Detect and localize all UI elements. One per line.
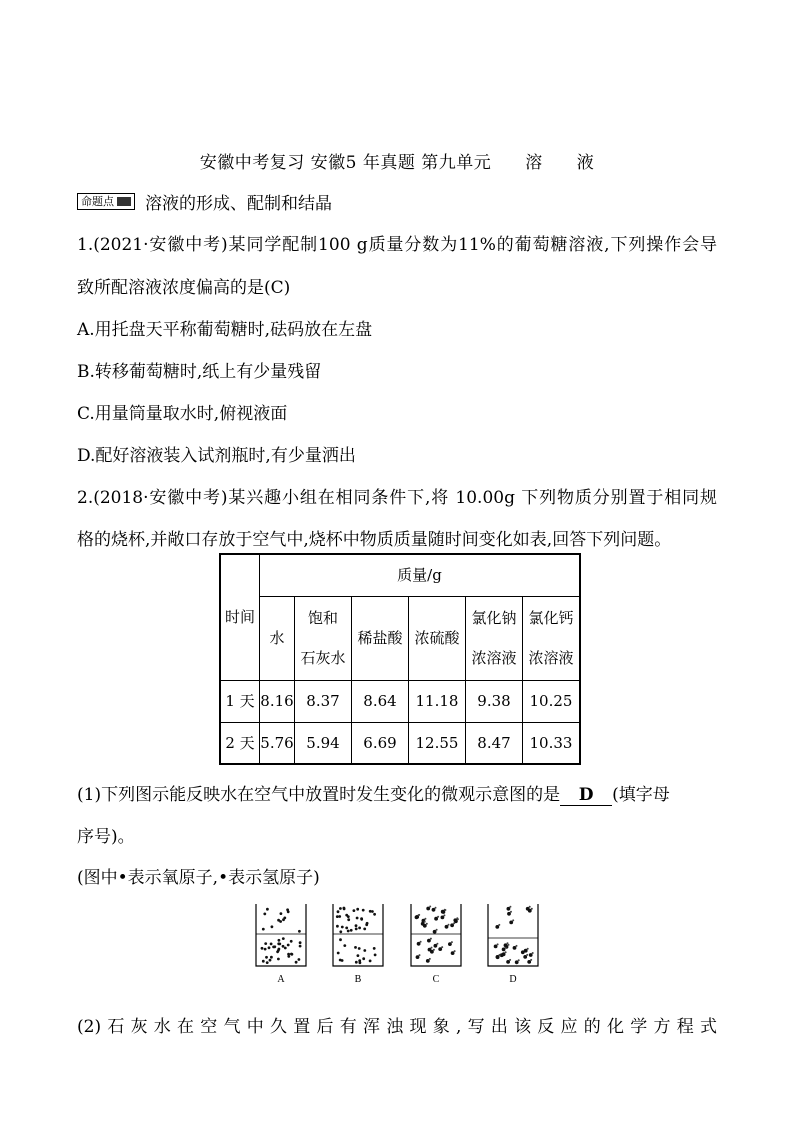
table-cell: 6.69 bbox=[352, 722, 409, 764]
molecule-dot bbox=[426, 923, 428, 925]
molecule-dot bbox=[359, 961, 362, 964]
table-cell: 8.37 bbox=[295, 680, 352, 722]
molecule-dot bbox=[498, 924, 500, 926]
topic-badge-label: 命题点 bbox=[81, 195, 114, 208]
beaker-label-c: C bbox=[432, 974, 440, 985]
molecule-dot bbox=[420, 941, 422, 943]
molecule-dot bbox=[441, 946, 443, 948]
molecule-dot bbox=[497, 943, 499, 945]
mass-table bbox=[219, 553, 581, 765]
molecule-dot bbox=[336, 915, 339, 918]
molecule-dot bbox=[282, 918, 285, 921]
molecule-dot bbox=[280, 912, 283, 915]
molecule-dot bbox=[356, 917, 359, 920]
molecule-dot bbox=[507, 942, 509, 944]
table-cell: 8.16 bbox=[260, 680, 295, 722]
col-header-line: 氯化钠 bbox=[471, 609, 517, 627]
q1-option-d: D.配好溶液装入试剂瓶时,有少量洒出 bbox=[77, 446, 356, 466]
table-time-header: 时间 bbox=[220, 554, 260, 680]
beaker-b-icon bbox=[333, 904, 383, 966]
title-main: 安徽中考复习 安徽5 年真题 第九单元 bbox=[199, 153, 492, 173]
molecule-dot bbox=[270, 956, 273, 959]
col-header-conc-h2so4 bbox=[409, 596, 466, 680]
q2-sub1-tail: (填字母 bbox=[612, 785, 670, 805]
molecule-dot bbox=[363, 928, 366, 931]
col-header-dilute-hcl bbox=[352, 596, 409, 680]
molecule-dot bbox=[339, 907, 342, 910]
molecule-dot bbox=[264, 942, 267, 945]
molecule-dot bbox=[277, 919, 280, 922]
col-header-line: 浓溶液 bbox=[471, 649, 517, 667]
molecule-dot bbox=[355, 961, 358, 964]
table-row bbox=[220, 680, 580, 722]
beaker-label-a: A bbox=[277, 974, 285, 985]
beaker-label-d: D bbox=[509, 974, 517, 985]
molecule-dot bbox=[341, 959, 344, 962]
table-cell: 8.64 bbox=[352, 680, 409, 722]
q2-legend: (图中•表示氧原子,•表示氢原子) bbox=[77, 868, 320, 888]
col-header-line: 石灰水 bbox=[300, 649, 346, 667]
table-cell-time: 2 天 bbox=[220, 722, 260, 764]
molecule-dot bbox=[272, 946, 275, 949]
molecule-dot bbox=[437, 916, 439, 918]
molecule-dot bbox=[531, 908, 533, 910]
molecule-dot bbox=[444, 909, 446, 911]
molecule-dot bbox=[343, 944, 346, 947]
molecule-dot bbox=[338, 915, 341, 918]
molecule-dot bbox=[499, 954, 501, 956]
col-header-line: 水 bbox=[269, 629, 285, 647]
q1-option-a: A.用托盘天平称葡萄糖时,砝码放在左盘 bbox=[77, 320, 373, 340]
molecule-dot bbox=[505, 951, 507, 953]
molecule-dot bbox=[337, 910, 340, 913]
molecule-dot bbox=[355, 928, 358, 931]
molecule-dot bbox=[350, 929, 353, 932]
molecule-dot bbox=[287, 910, 290, 913]
molecule-dot bbox=[436, 929, 438, 931]
page-title bbox=[0, 148, 794, 173]
molecule-dot bbox=[436, 943, 438, 945]
molecule-dot bbox=[295, 961, 298, 964]
molecule-dot bbox=[261, 947, 264, 950]
molecule-dot bbox=[512, 919, 514, 921]
molecule-dot bbox=[264, 948, 267, 951]
molecule-dot bbox=[290, 940, 293, 943]
molecule-dot bbox=[357, 954, 360, 957]
molecule-dot bbox=[265, 956, 268, 959]
molecule-dot bbox=[360, 918, 363, 921]
q1-stem-line1: 1.(2021·安徽中考)某同学配制100 g质量分数为11%的葡萄糖溶液,下列操作会导 bbox=[77, 235, 717, 255]
molecule-dot bbox=[353, 909, 356, 912]
molecule-dot bbox=[266, 961, 269, 964]
table-row bbox=[220, 722, 580, 764]
molecule-dot bbox=[290, 953, 293, 956]
molecule-dot bbox=[369, 910, 372, 913]
molecule-dot bbox=[262, 960, 265, 963]
table-cell: 5.94 bbox=[295, 722, 352, 764]
molecule-dot bbox=[448, 924, 450, 926]
table-cell-time: 1 天 bbox=[220, 680, 260, 722]
title-tail-b: 液 bbox=[576, 153, 595, 173]
q2-stem-line2: 格的烧杯,并敞口存放于空气中,烧杯中物质质量随时间变化如表,回答下列问题。 bbox=[77, 530, 672, 550]
col-header-line: 氯化钙 bbox=[528, 609, 574, 627]
molecule-dot bbox=[433, 949, 435, 951]
col-header-water bbox=[260, 596, 295, 680]
molecule-dot bbox=[362, 909, 365, 912]
molecule-dot bbox=[277, 958, 280, 961]
molecule-dot bbox=[430, 938, 432, 940]
molecule-dot bbox=[363, 949, 366, 952]
topic-heading: 溶液的形成、配制和结晶 bbox=[145, 194, 332, 214]
molecule-dot bbox=[358, 927, 361, 930]
molecule-dot bbox=[424, 921, 426, 923]
molecule-dot bbox=[278, 943, 281, 946]
molecule-dot bbox=[369, 960, 372, 963]
q2-sub1-text: (1)下列图示能反映水在空气中放置时发生变化的微观示意图的是 bbox=[77, 785, 561, 805]
molecule-dot bbox=[287, 944, 290, 947]
molecule-dot bbox=[262, 928, 265, 931]
beaker-diagrams-svg bbox=[253, 902, 553, 986]
table-cell: 5.76 bbox=[260, 722, 295, 764]
molecule-dot bbox=[429, 958, 431, 960]
table-cell: 10.25 bbox=[523, 680, 581, 722]
molecule-dot bbox=[530, 959, 532, 961]
molecule-dot bbox=[337, 952, 340, 955]
molecule-dot bbox=[418, 914, 420, 916]
molecule-dot bbox=[509, 906, 511, 908]
beaker-figure bbox=[253, 902, 553, 990]
molecule-dot bbox=[266, 908, 269, 911]
q1-stem-line2: 致所配溶液浓度偏高的是(C) bbox=[77, 278, 291, 298]
q1-option-c: C.用量筒量取水时,俯视液面 bbox=[77, 404, 288, 424]
col-header-line: 饱和 bbox=[307, 609, 338, 627]
molecule-dot bbox=[282, 945, 285, 948]
molecule-dot bbox=[362, 957, 365, 960]
molecule-dot bbox=[373, 913, 376, 916]
molecule-dot bbox=[454, 950, 456, 952]
title-tail-a: 溶 bbox=[525, 153, 543, 173]
molecule-dot bbox=[374, 954, 377, 957]
table-cell: 12.55 bbox=[409, 722, 466, 764]
topic-badge bbox=[77, 193, 135, 210]
molecule-dot bbox=[358, 947, 361, 950]
topic-number-icon bbox=[117, 195, 131, 208]
molecule-dot bbox=[509, 959, 511, 961]
molecule-dot bbox=[355, 924, 358, 927]
molecule-dot bbox=[356, 908, 359, 911]
molecule-dot bbox=[347, 915, 350, 918]
molecule-dot bbox=[336, 925, 339, 928]
molecule-dot bbox=[345, 927, 348, 930]
col-header-cacl2 bbox=[523, 596, 581, 680]
col-header-nacl bbox=[466, 596, 523, 680]
beaker-d-icon bbox=[488, 904, 538, 966]
molecule-dot bbox=[453, 922, 455, 924]
molecule-dot bbox=[284, 947, 287, 950]
molecule-dot bbox=[298, 930, 301, 933]
molecule-dot bbox=[456, 917, 458, 919]
molecule-dot bbox=[451, 941, 453, 943]
molecule-dot bbox=[341, 926, 344, 929]
molecule-dot bbox=[431, 947, 433, 949]
molecule-dot bbox=[419, 954, 421, 956]
q2-sub1-answer-blank: D bbox=[560, 785, 612, 806]
molecule-dot bbox=[339, 930, 342, 933]
molecule-dot bbox=[366, 922, 369, 925]
q2-sub2: (2)石灰水在空气中久置后有浑浊现象,写出该反应的化学方程式 bbox=[77, 1017, 717, 1037]
molecule-dot bbox=[435, 907, 437, 909]
beaker-a-icon bbox=[256, 904, 306, 966]
molecule-dot bbox=[516, 945, 518, 947]
molecule-dot bbox=[518, 959, 520, 961]
molecule-dot bbox=[527, 948, 529, 950]
molecule-dot bbox=[532, 952, 534, 954]
molecule-dot bbox=[347, 930, 350, 933]
molecule-dot bbox=[347, 918, 350, 921]
col-header-limewater bbox=[295, 596, 352, 680]
molecule-dot bbox=[299, 945, 302, 948]
beaker-label-b: B bbox=[354, 974, 362, 985]
molecule-dot bbox=[268, 946, 271, 949]
col-header-line: 浓溶液 bbox=[528, 649, 574, 667]
molecule-dot bbox=[270, 943, 273, 946]
molecule-dot bbox=[299, 941, 302, 944]
molecule-dot bbox=[526, 954, 528, 956]
table-cell: 10.33 bbox=[523, 722, 581, 764]
molecule-dot bbox=[429, 906, 431, 908]
molecule-dot bbox=[424, 918, 426, 920]
molecule-dot bbox=[263, 913, 266, 916]
table-cell: 8.47 bbox=[466, 722, 523, 764]
molecule-dot bbox=[373, 947, 376, 950]
topic-header bbox=[77, 189, 332, 214]
col-header-line: 浓硫酸 bbox=[414, 629, 460, 647]
table-cell: 9.38 bbox=[466, 680, 523, 722]
q2-stem-line1: 2.(2018·安徽中考)某兴趣小组在相同条件下,将 10.00g 下列物质分别置于相同规 bbox=[77, 488, 717, 508]
q1-option-b: B.转移葡萄糖时,纸上有少量残留 bbox=[77, 362, 322, 382]
molecule-dot bbox=[287, 955, 290, 958]
q2-sub1-line2: 序号)。 bbox=[77, 827, 135, 847]
molecule-dot bbox=[271, 925, 274, 928]
molecule-dot bbox=[269, 959, 272, 962]
table-cell: 11.18 bbox=[409, 680, 466, 722]
table-group-header: 质量/g bbox=[260, 554, 581, 596]
molecule-dot bbox=[529, 906, 531, 908]
beaker-c-icon bbox=[411, 904, 461, 966]
molecule-dot bbox=[339, 938, 342, 941]
molecule-dot bbox=[343, 907, 346, 910]
col-header-line: 稀盐酸 bbox=[357, 629, 403, 647]
molecule-dot bbox=[354, 946, 357, 949]
molecule-dot bbox=[278, 939, 281, 942]
molecule-dot bbox=[282, 937, 285, 940]
q2-sub1 bbox=[77, 780, 670, 806]
molecule-dot bbox=[510, 911, 512, 913]
molecule-dot bbox=[298, 958, 301, 961]
molecule-dot bbox=[443, 914, 445, 916]
molecule-dot bbox=[278, 948, 281, 951]
